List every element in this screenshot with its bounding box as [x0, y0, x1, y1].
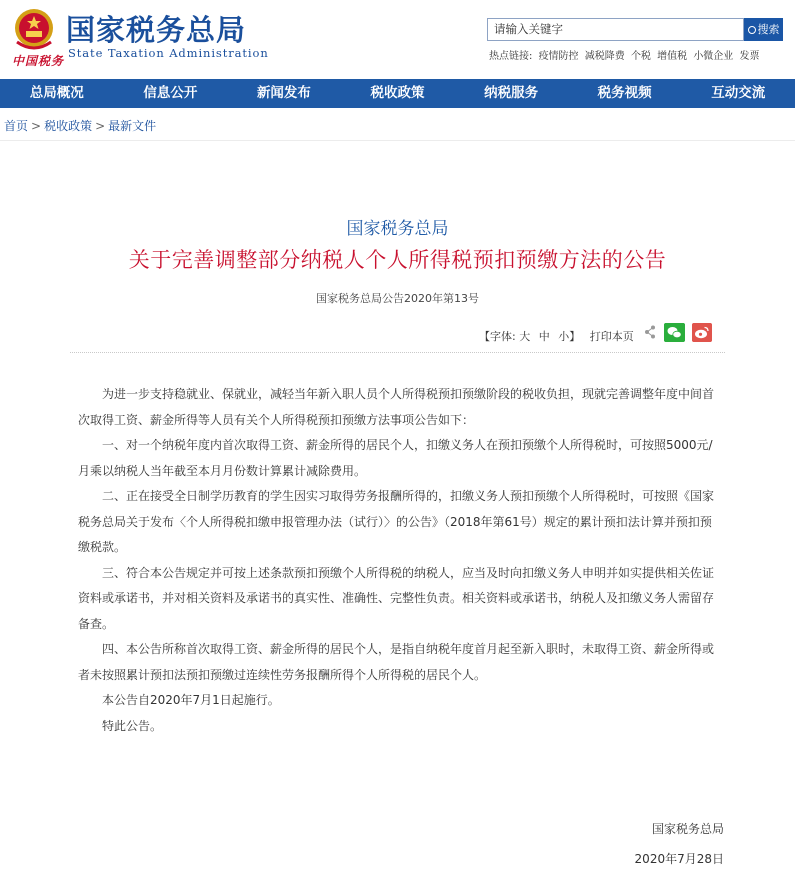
article-body	[78, 382, 722, 739]
article-signer: 国家税务总局	[651, 822, 724, 836]
article-issuer: 国家税务总局	[346, 219, 449, 239]
breadcrumb-latest-files[interactable]: 最新文件	[108, 119, 157, 133]
nav-item-news[interactable]: 新闻发布	[256, 85, 311, 101]
brand-title[interactable]: 国家税务总局	[66, 13, 247, 47]
weibo-icon[interactable]	[692, 323, 712, 342]
article-date: 2020年7月28日	[634, 852, 724, 866]
article-paragraph: 一、对一个纳税年度内首次取得工资、薪金所得的居民个人，扣缴义务人在预扣预缴个人所得税时，可按照5000元/月乘以纳税人当年截至本月月份数计算累计减除费用。	[78, 438, 713, 478]
article-title: 关于完善调整部分纳税人个人所得税预扣预缴方法的公告	[128, 248, 667, 272]
hot-link-item[interactable]: 疫情防控	[538, 51, 579, 62]
hot-link-item[interactable]: 减税降费	[584, 51, 625, 62]
nav-item-taxpayer-service[interactable]: 纳税服务	[484, 85, 539, 101]
hot-link-item[interactable]: 小微企业	[693, 51, 734, 62]
search-button-label: 搜索	[757, 23, 780, 36]
article-paragraph: 三、符合本公告规定并可按上述条款预扣预缴个人所得税的纳税人，应当及时向扣缴义务人申明并如实提供相关佐证资料或承诺书，并对相关资料及承诺书的真实性、准确性、完整性负责。相关资料或承诺书，纳税人及扣缴义务人需留存备查。	[78, 565, 715, 631]
article-paragraph: 特此公告。	[102, 718, 163, 733]
font-size-close: 】	[569, 330, 581, 343]
breadcrumb-separator: >	[95, 119, 106, 133]
print-button[interactable]: 打印本页	[589, 330, 634, 343]
wechat-icon[interactable]	[664, 323, 685, 342]
hot-link-item[interactable]: 个税	[630, 51, 651, 62]
hot-links	[489, 47, 763, 62]
font-size-large[interactable]: 大	[519, 330, 531, 343]
article-paragraph: 本公告自2020年7月1日起施行。	[102, 693, 280, 707]
article-paragraph: 四、本公告所称首次取得工资、薪金所得的居民个人，是指自纳税年度首月起至新入职时，未取得工资、薪金所得或者未按照累计预扣法预扣预缴过连续性劳务报酬所得个人所得税的居民个人。	[78, 642, 715, 682]
breadcrumb-separator: >	[31, 119, 42, 133]
article-toolbar	[479, 326, 634, 348]
national-emblem-icon[interactable]	[9, 6, 59, 54]
article	[0, 142, 795, 870]
hot-link-item[interactable]: 发票	[739, 51, 760, 62]
tax-logo-text: 中国税务	[12, 54, 65, 68]
font-size-small[interactable]: 小	[558, 330, 570, 343]
hot-links-label: 热点链接:	[489, 51, 533, 62]
brand-subtitle: State Taxation Administration	[68, 46, 269, 60]
article-paragraph: 为进一步支持稳就业、保就业，减轻当年新入职人员个人所得税预扣预缴阶段的税收负担，现就完善调整年度中间首次取得工资、薪金所得等人员有关个人所得税预扣预缴方法事项公告如下：	[78, 387, 715, 427]
search-button[interactable]	[744, 18, 783, 41]
article-paragraph: 二、正在接受全日制学历教育的学生因实习取得劳务报酬所得的，扣缴义务人预扣预缴个人所得税时，可按照《国家税务总局关于发布〈个人所得税扣缴申报管理办法（试行）〉的公告》（2018年第61号）规定的累计预扣法计算并预扣预缴税款。	[78, 489, 715, 554]
font-size-label: 【字体:	[479, 330, 516, 343]
toolbar-divider	[70, 352, 725, 353]
breadcrumb-tax-policy[interactable]: 税收政策	[44, 119, 93, 133]
nav-item-video[interactable]: 税务视频	[597, 85, 652, 101]
font-size-medium[interactable]: 中	[538, 330, 550, 343]
hot-link-item[interactable]: 增值税	[657, 51, 688, 62]
nav-item-interaction[interactable]: 互动交流	[711, 85, 766, 101]
nav-item-overview[interactable]: 总局概况	[29, 85, 84, 101]
search-input[interactable]: 请输入关键字	[487, 18, 744, 41]
share-icon[interactable]	[644, 325, 656, 339]
breadcrumb-home[interactable]: 首页	[4, 119, 29, 133]
nav-item-info-disclosure[interactable]: 信息公开	[143, 85, 198, 101]
search-icon	[748, 26, 756, 34]
main-nav	[0, 79, 795, 108]
nav-item-tax-policy[interactable]: 税收政策	[370, 85, 425, 101]
site-header	[0, 0, 795, 78]
document-number: 国家税务总局公告2020年第13号	[316, 292, 479, 305]
breadcrumb	[0, 109, 795, 141]
